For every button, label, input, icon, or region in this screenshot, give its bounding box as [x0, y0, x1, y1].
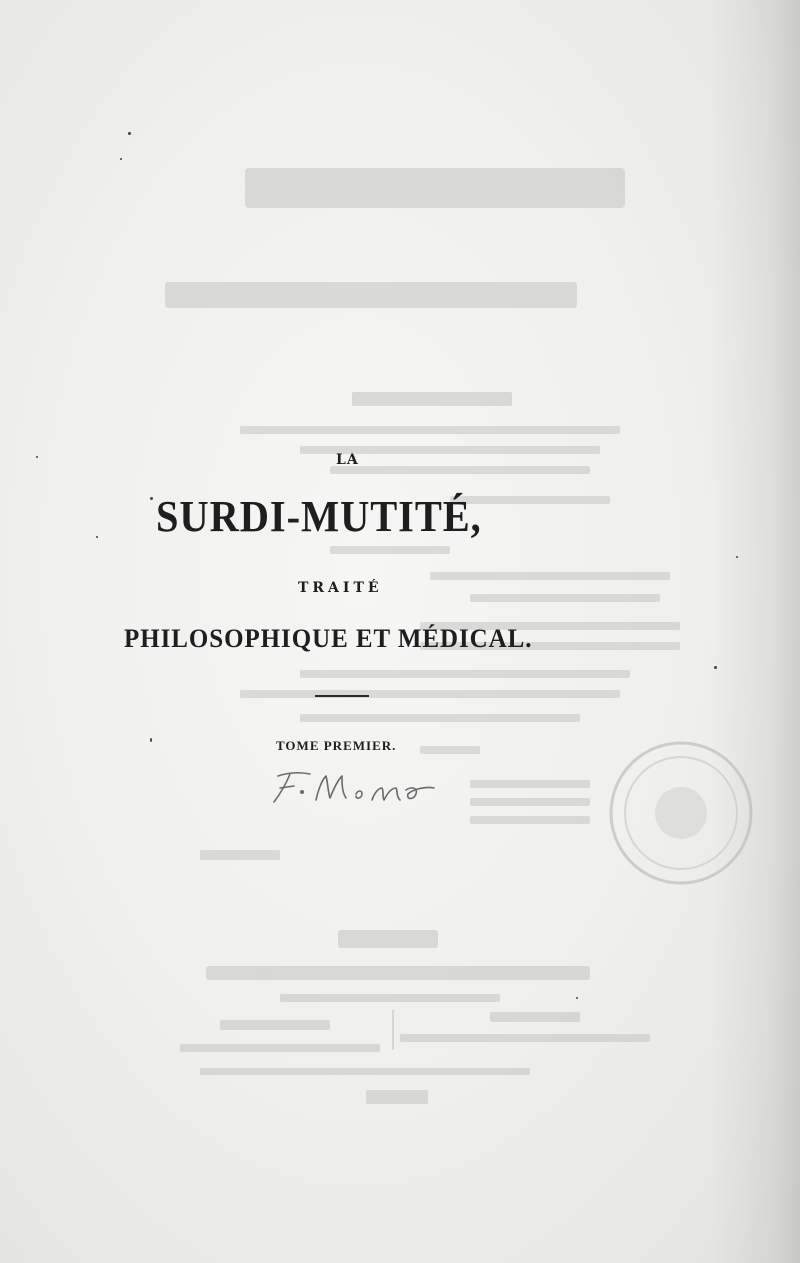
- subtitle-line-2: PHILOSOPHIQUE ET MÉDICAL.: [124, 624, 533, 653]
- ink-speck: [736, 556, 738, 558]
- ink-speck: [36, 456, 38, 458]
- ink-speck: [96, 536, 98, 538]
- ink-speck: [714, 666, 717, 669]
- handwritten-signature: [268, 766, 468, 812]
- ink-speck: [576, 997, 578, 999]
- volume-label: TOME PREMIER.: [276, 738, 397, 753]
- page-edge-shadow: [710, 0, 800, 1263]
- library-stamp: [596, 728, 766, 898]
- subtitle-line-1: TRAITÉ: [298, 580, 383, 596]
- ink-speck: [128, 132, 131, 135]
- divider-rule: [315, 695, 369, 697]
- ink-speck: [120, 158, 122, 160]
- ink-speck: [150, 738, 152, 742]
- kicker-article: LA: [336, 452, 359, 468]
- book-title: SURDI-MUTITÉ,: [156, 492, 482, 541]
- ink-speck: [150, 497, 153, 500]
